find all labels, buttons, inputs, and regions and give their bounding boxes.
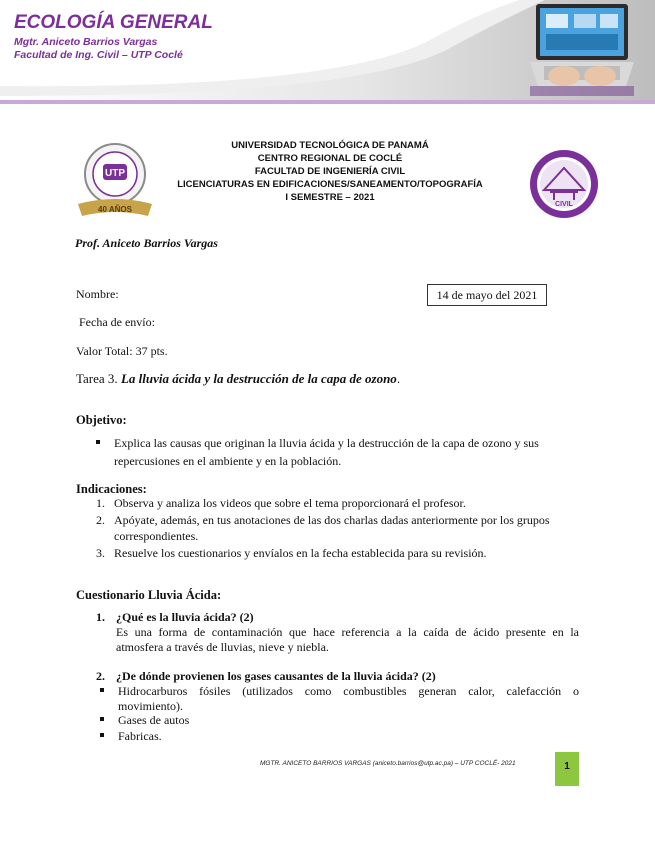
questionnaire-heading: Cuestionario Lluvia Ácida: <box>76 588 222 602</box>
total-value: Valor Total: 37 pts. <box>76 344 168 358</box>
q2-answer-3: Fabricas. <box>118 729 162 743</box>
name-label: Nombre: <box>76 287 119 301</box>
q2-number: 2. <box>96 669 105 683</box>
university-line-1: UNIVERSIDAD TECNOLÓGICA DE PANAMÁ <box>231 140 429 151</box>
q1-question: ¿Qué es la lluvia ácida? (2) <box>116 610 254 624</box>
indication-num-3: 3. <box>96 546 105 560</box>
university-line-4: LICENCIATURAS EN EDIFICACIONES/SANEAMENTO/TOPOGRAFÍA <box>177 179 483 190</box>
objective-bullet <box>96 440 100 444</box>
task-prefix: Tarea 3. <box>76 371 121 386</box>
indication-num-2: 2. <box>96 513 105 527</box>
professor-name: Prof. Aniceto Barrios Vargas <box>75 236 218 250</box>
civil-logo <box>528 148 600 220</box>
q2-bullet-1 <box>100 688 104 692</box>
q2-answer-1b: movimiento). <box>118 699 183 713</box>
indication-text-2b: correspondientes. <box>114 529 199 543</box>
task-suffix: . <box>396 371 401 386</box>
footer-text: MGTR. ANICETO BARRIOS VARGAS (aniceto.barrios@utp.ac.pa) – UTP COCLÉ- 2021 <box>260 760 516 767</box>
indication-text-2: Apóyate, además, en tus anotaciones de las dos charlas dadas anteriormente por los grupos <box>114 513 550 527</box>
q2-answer-2: Gases de autos <box>118 713 190 727</box>
course-title: ECOLOGÍA GENERAL <box>14 12 213 33</box>
utp-40-logo <box>70 140 160 220</box>
header-author: Mgtr. Aniceto Barrios Vargas <box>14 36 158 48</box>
indication-text-3: Resuelve los cuestionarios y envíalos en la fecha establecida para su revisión. <box>114 546 487 560</box>
left-logo-text: 40 AÑOS <box>98 205 132 214</box>
objective-line-1: Explica las causas que originan la lluvia ácida y la destrucción de la capa de ozono y sus <box>114 436 539 450</box>
right-logo-text: CIVIL <box>555 201 573 208</box>
task-title <box>76 371 400 387</box>
q2-bullet-2 <box>100 717 104 721</box>
university-line-2: CENTRO REGIONAL DE COCLÉ <box>257 153 403 164</box>
q2-answer-1: Hidrocarburos fósiles (utilizados como combustibles generan calor, calefacción o <box>118 684 579 698</box>
svg-text:UTP: UTP <box>105 168 125 179</box>
q2-bullet-3 <box>100 733 104 737</box>
laptop-illustration <box>530 4 634 96</box>
objective-heading: Objetivo: <box>76 413 127 427</box>
q1-number: 1. <box>96 610 105 624</box>
header-faculty: Facultad de Ing. Civil – UTP Coclé <box>14 49 183 61</box>
q2-question: ¿De dónde provienen los gases causantes de la lluvia ácida? (2) <box>116 669 436 683</box>
university-line-3: FACULTAD DE INGENIERÍA CIVIL <box>254 166 406 177</box>
indication-num-1: 1. <box>96 496 105 510</box>
q1-answer-line-2: atmosfera a través de lluvias, nieve y niebla. <box>116 640 329 654</box>
indications-heading: Indicaciones: <box>76 482 147 496</box>
date-box: 14 de mayo del 2021 <box>427 284 547 306</box>
objective-line-2: repercusiones en el ambiente y en la población. <box>114 454 342 468</box>
page-number: 1 <box>555 752 579 786</box>
q1-answer-line-1: Es una forma de contaminación que hace referencia a la caída de ácido presente en la <box>116 625 579 639</box>
indication-text-1: Observa y analiza los videos que sobre el tema proporcionará el profesor. <box>114 496 466 510</box>
task-name: La lluvia ácida y la destrucción de la capa de ozono <box>120 371 397 386</box>
university-line-5: I SEMESTRE – 2021 <box>285 192 375 203</box>
send-date-label: Fecha de envío: <box>79 315 155 329</box>
